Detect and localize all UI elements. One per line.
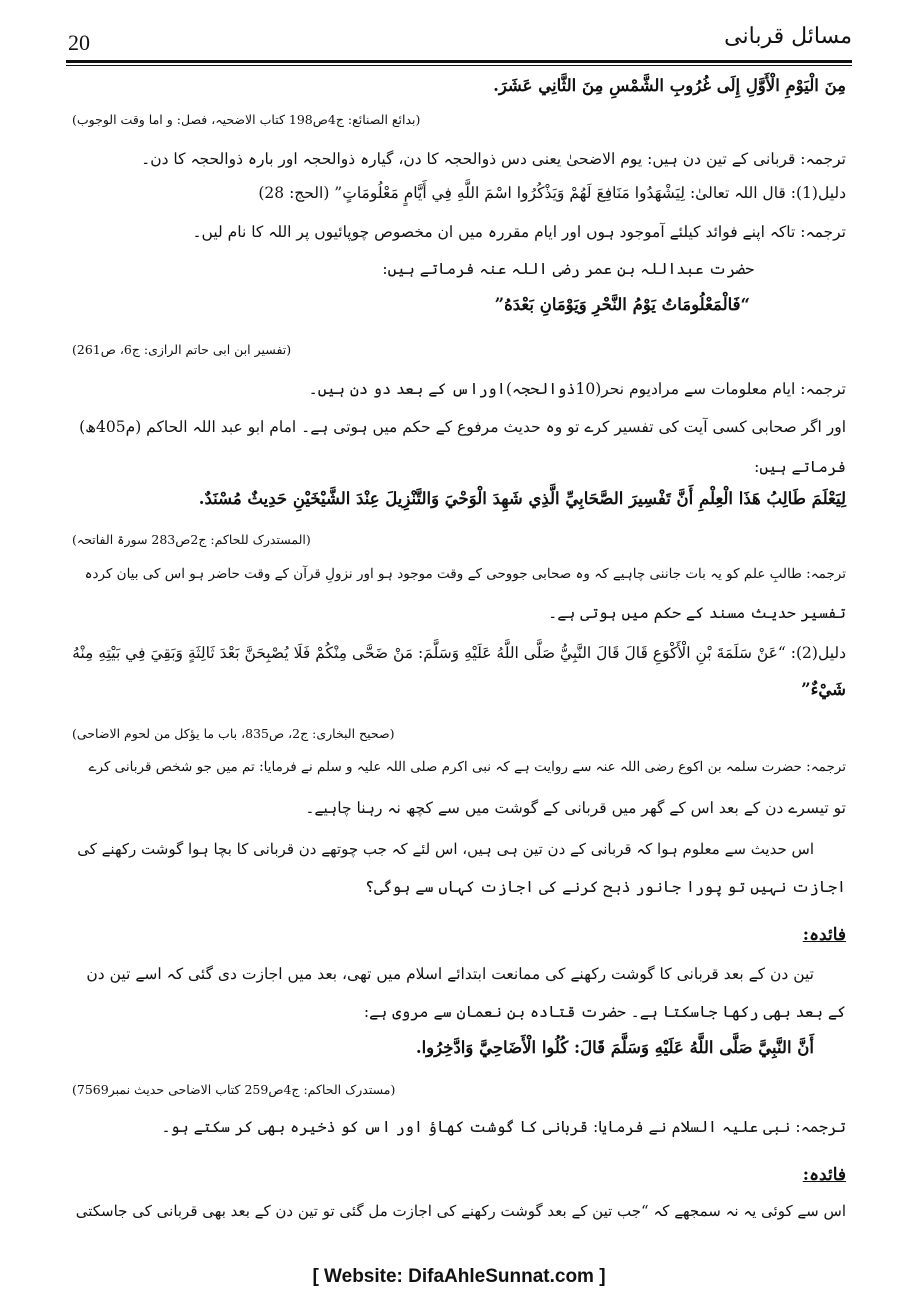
translation-line: ترجمہ: تاکہ اپنے فوائد کیلئے آموجود ہوں اور ایام مقررہ میں ان مخصوص چوپائیوں پر اللہ کا نام لیں۔ — [192, 223, 846, 241]
arabic-text-line: مِنَ الْيَوْمِ الْأَوَّلِ إِلَى غُرُوبِ الشَّمْسِ مِنَ الثَّانِي عَشَرَ. — [493, 76, 846, 95]
narration-intro: حضرت عبداللہ بن عمر رضی اللہ عنہ فرماتے ہیں: — [382, 260, 754, 278]
arabic-text-line: لِيَعْلَمَ طَالِبُ هَذَا الْعِلْمِ أَنَّ تَفْسِيرَ الصَّحَابِيِّ الَّذِي شَهِدَ الْوَحْيَ وَالتَّنْزِيلَ عِنْدَ الشَّيْخَيْنِ حَدِيثٌ مُسْنَدٌ. — [198, 489, 846, 508]
translation-line: ترجمہ: قربانی کے تین دن ہیں: یوم الاضحیٰ یعنی دس ذوالحجہ کا دن، گیارہ ذوالحجہ اور بارہ ذوالحجہ کا دن۔ — [141, 150, 846, 168]
reference-citation: (صحیح البخاری: ج2، ص835، باب ما یؤکل من لحوم الاضاحی) — [72, 726, 395, 741]
translation-line: تو تیسرے دن کے بعد اس کے گھر میں قربانی کے گوشت میں سے کچھ نہ رہنا چاہیے۔ — [305, 799, 846, 817]
header-rule-thin — [66, 65, 852, 66]
body-text-line: تین دن کے بعد قربانی کا گوشت رکھنے کی ممانعت ابتدائے اسلام میں تھی، بعد میں اجازت دی گئی کہ اسے تین دن — [86, 965, 814, 983]
body-text-line: اس سے کوئی یہ نہ سمجھے کہ “جب تین کے بعد گوشت رکھنے کی اجازت مل گئی تو تین دن کے بعد بھی قربانی کی جاسکتی — [75, 1202, 846, 1220]
body-text-line: فرماتے ہیں: — [754, 458, 846, 476]
body-text-line: کے بعد بھی رکھا جاسکتا ہے۔ حضرت قتادہ بن نعمان سے مروی ہے: — [363, 1003, 846, 1021]
reference-citation: (مستدرک الحاکم: ج4ص259 کتاب الاضاحی حدیث نمبر7569) — [72, 1082, 396, 1097]
body-text-line: اجازت نہیں تو پورا جانور ذبح کرنے کی اجازت کہاں سے ہوگی؟ — [364, 878, 846, 896]
body-text-line: اس حدیث سے معلوم ہوا کہ قربانی کے دن تین ہی ہیں، اس لئے کہ جب چوتھے دن قربانی کا بچا ہوا گوشت رکھنے کی — [77, 840, 814, 858]
translation-line: ترجمہ: نبی علیہ السلام نے فرمایا: قربانی کا گوشت کھاؤ اور اس کو ذخیرہ بھی کر سکتے ہو۔ — [161, 1118, 846, 1136]
running-title: مسائل قربانی — [724, 24, 852, 49]
translation-line: تفسیر حدیث مسند کے حکم میں ہوتی ہے۔ — [548, 604, 846, 622]
arabic-text-line: أَنَّ النَّبِيَّ صَلَّى اللَّهُ عَلَيْهِ وَسَلَّمَ قَالَ: كُلُوا الْأَضَاحِيَّ وَادَّخِرُوا. — [415, 1038, 814, 1057]
body-text-line: اور اگر صحابی کسی آیت کی تفسیر کرے تو وہ حدیث مرفوع کے حکم میں ہوتی ہے۔ امام ابو عبد اللہ الحاکم (م405ھ) — [79, 418, 846, 436]
translation-line: ترجمہ: حضرت سلمہ بن اکوع رضی اللہ عنہ سے روایت ہے کہ نبی اکرم صلی اللہ علیہ و سلم نے فرمایا: تم میں جو شخص قربانی کرے — [88, 759, 846, 775]
translation-line: ترجمہ: ایام معلومات سے مرادیوم نحر(10ذوالحجہ)اوراس کے بعد دو دن ہیں۔ — [308, 380, 846, 398]
page-number: 20 — [68, 30, 90, 55]
faida-heading: فائدہ: — [802, 1165, 846, 1185]
faida-heading: فائدہ: — [802, 925, 846, 945]
translation-line: ترجمہ: طالبِ علم کو یہ بات جاننی چاہیے کہ وہ صحابی جووحی کے وقت موجود ہو اور نزولِ قرآن کے وقت حاضر ہو اس کی بیان کردہ — [84, 566, 846, 582]
reference-citation: (المستدرک للحاکم: ج2ص283 سورۃ الفاتحہ) — [72, 532, 311, 547]
header-rule-thick — [66, 60, 852, 63]
reference-citation: (بدائع الصنائع: ج4ص198 کتاب الاضحیہ، فصل: و اما وقت الوجوب) — [72, 112, 421, 127]
arabic-text-line: شَيْءٌ” — [801, 680, 846, 699]
website-footer: [ Website: DifaAhleSunnat.com ] — [312, 1266, 606, 1287]
reference-citation: (تفسیر ابن ابی حاتم الرازی: ج6، ص261) — [72, 342, 292, 357]
evidence-line: دلیل(1): قال اللہ تعالیٰ: لِيَشْهَدُوا مَنَافِعَ لَهُمْ وَيَذْكُرُوا اسْمَ اللَّهِ فِي أَيَّامٍ مَعْلُومَاتٍ” (الحج: 28) — [258, 184, 846, 202]
arabic-quote: “فَالْمَعْلُومَاتُ يَوْمُ النَّحْرِ وَيَوْمَانِ بَعْدَهُ” — [494, 295, 750, 314]
evidence-line: دلیل(2): “عَنْ سَلَمَةَ بْنِ الْأَكْوَعِ قَالَ قَالَ النَّبِيُّ صَلَّى اللَّهُ عَلَيْهِ وَسَلَّمَ: مَنْ ضَحَّى مِنْكُمْ فَلَا يُصْبِحَنَّ بَعْدَ ثَالِثَةٍ وَبَقِيَ فِي بَيْتِهِ مِنْهُ — [72, 644, 846, 662]
